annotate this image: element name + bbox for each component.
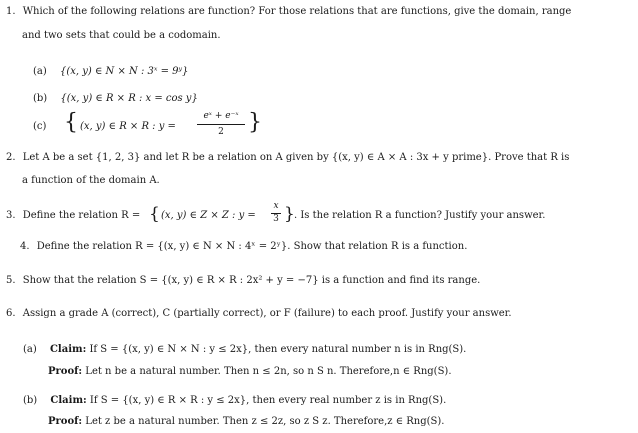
q1-b-expr: {(x, y) ∈ R × R : x = cos y}	[60, 93, 198, 104]
q3-frac-num: x	[273, 201, 279, 211]
q1-part-c	[33, 121, 46, 133]
q1-text-line1: Which of the following relations are function? For those relations that are functions, give the domain, range	[22, 6, 572, 17]
q6-a-proof-text: Let n be a natural number. Then n ≤ 2n, so n S n. Therefore,n ∈ Rng(S).	[82, 366, 452, 377]
q6-b-claim-word: Claim:	[50, 395, 87, 406]
q1-line1	[6, 6, 571, 18]
q2-text-line1: Let A be a set {1, 2, 3} and let R be a relation on A given by {(x, y) ∈ A × A : 3x + y prime}. Prove that R is	[22, 152, 570, 163]
q3-line	[6, 210, 140, 222]
q5-text: Show that the relation S = {(x, y) ∈ R × R : 2x² + y = −7} is a function and find its range.	[22, 275, 481, 286]
q5-number: 5.	[6, 275, 16, 286]
q6-number: 6.	[6, 308, 16, 319]
q1-c-expr-left: (x, y) ∈ R × R : y =	[80, 121, 176, 132]
q3-text-left: Define the relation R =	[22, 210, 141, 221]
q6-b-proof-line	[48, 416, 444, 428]
q1-c-fraction-bar	[197, 124, 245, 125]
q1-c-close-brace: }	[248, 110, 262, 135]
q1-part-b	[33, 93, 198, 105]
q6-a-claim-word: Claim:	[49, 344, 87, 355]
q2-text-line2: a function of the domain A.	[22, 175, 160, 186]
q6-b-claim-text: If S = {(x, y) ∈ R × R : y ≤ 2x}, then every real number z is in Rng(S).	[86, 395, 447, 406]
q1-a-expr: {(x, y) ∈ N × N : 3ˣ = 9ʸ}	[59, 66, 189, 77]
q4-text: Define the relation R = {(x, y) ∈ N × N : 4ˣ = 2ʸ}. Show that relation R is a function.	[36, 241, 468, 252]
q2-line1	[6, 152, 569, 164]
q3-number: 3.	[6, 210, 16, 221]
q6-b-proof-text: Let z be a natural number. Then z ≤ 2z, so z S z. Therefore,z ∈ Rng(S).	[82, 416, 445, 427]
q1-c-numerator: eˣ + e⁻ˣ	[203, 111, 239, 121]
q6-a-claim-line	[23, 344, 466, 356]
q6-a-proof-word: Proof:	[48, 366, 83, 377]
q2-number: 2.	[6, 152, 16, 163]
q1-text-line2: and two sets that could be a codomain.	[22, 30, 221, 41]
q1-a-label: (a)	[33, 66, 47, 77]
q6-a-proof-line	[48, 366, 452, 378]
q1-c-open-brace: {	[64, 110, 78, 135]
q1-b-label: (b)	[33, 93, 48, 104]
q1-c-denominator: 2	[218, 127, 224, 137]
q6-line	[6, 308, 512, 320]
q6-text: Assign a grade A (correct), C (partially correct), or F (failure) to each proof. Justify your answer.	[22, 308, 512, 319]
q4-number: 4.	[20, 241, 30, 252]
q6-b-label: (b)	[23, 395, 38, 406]
q1-number: 1.	[6, 6, 16, 17]
q6-b-claim-line	[23, 395, 446, 407]
q3-open-brace: {	[149, 204, 160, 224]
q4-line	[20, 241, 467, 253]
q6-a-claim-text: If S = {(x, y) ∈ N × N : y ≤ 2x}, then every natural number n is in Rng(S).	[86, 344, 467, 355]
q3-text-mid: (x, y) ∈ Z × Z : y =	[161, 210, 256, 221]
q3-text-right: . Is the relation R a function? Justify your answer.	[294, 210, 546, 221]
q5-line	[6, 275, 480, 287]
q6-b-proof-word: Proof:	[48, 416, 83, 427]
q3-close-brace: }	[284, 204, 295, 224]
q1-c-label: (c)	[33, 121, 47, 132]
q3-frac-den: 3	[273, 214, 279, 224]
q6-a-label: (a)	[23, 344, 37, 355]
q1-part-a	[33, 66, 188, 78]
